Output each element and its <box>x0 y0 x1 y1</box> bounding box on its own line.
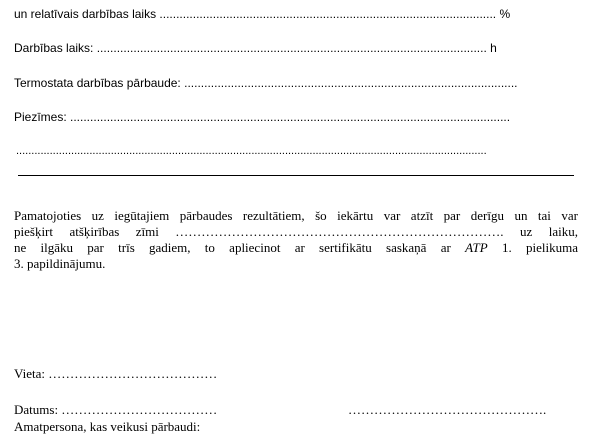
operation-time-line: Darbības laiks: ..................................................................................................................... h <box>14 41 497 55</box>
separator-rule <box>18 175 574 176</box>
paragraph-line-4: 3. papildinājumu. <box>14 256 106 271</box>
paragraph-line-1: Pamatojoties uz iegūtajiem pārbaudes rezultātiem, šo iekārtu var atzīt par derīgu un tai var <box>14 208 578 223</box>
paragraph-line-2: piešķirt atšķirības zīmi …………………………………………………………………. uz laiku, <box>14 224 578 239</box>
relative-time-line: un relatīvais darbības laiks ..................................................................................................... % <box>14 7 511 21</box>
date-line: Datums: ……………………………… <box>14 402 218 417</box>
official-label: Amatpersona, kas veikusi pārbaudi: <box>14 419 201 434</box>
conclusion-paragraph <box>14 208 578 272</box>
paragraph-line-3-end: 1. pielikuma <box>487 240 578 255</box>
atp-reference: ATP <box>465 240 488 255</box>
notes-dotted-line: .......................................................................................................................................................... <box>16 145 487 157</box>
paragraph-line-3-start: ne ilgāku par trīs gadiem, to apliecinot ar sertifikātu saskaņā ar <box>14 240 466 255</box>
thermostat-check-line: Termostata darbības pārbaude: .................................................................................................... <box>14 76 518 90</box>
place-line: Vieta: ………………………………… <box>14 366 218 381</box>
paragraph-line-3 <box>14 240 578 256</box>
notes-line: Piezīmes: .................................................................................................................................... <box>14 110 511 124</box>
signature-dots: ………………………………………. <box>348 402 547 417</box>
